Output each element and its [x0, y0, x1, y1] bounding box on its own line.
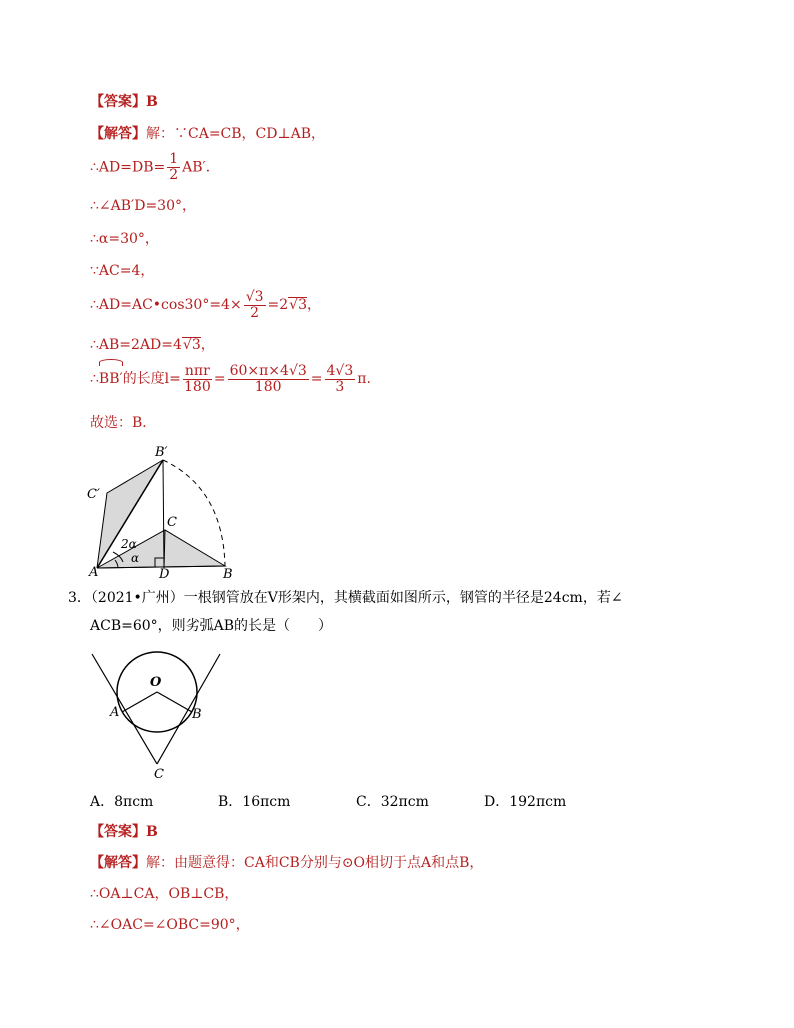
expr-text: ∴ — [90, 371, 99, 387]
expr-text: π. — [357, 371, 371, 387]
expr-text: ， — [200, 337, 215, 353]
numerator: 1 — [169, 151, 179, 167]
expr-text: ∴AD=AC•cos30°=4× — [90, 297, 242, 313]
solution-text: 解：由题意得：CA和CB分别与⊙O相切于点A和点B， — [146, 855, 484, 871]
solution-line-1 — [90, 124, 325, 144]
expr-text: = — [213, 371, 226, 387]
sqrt-symbol: √3 — [289, 297, 308, 313]
figure-1-triangle-rotation — [85, 438, 245, 578]
choice-line: 故选：B． — [90, 415, 157, 431]
expr-text: ∴AD=DB= — [90, 159, 166, 176]
numerator: 60×π×4√3 — [229, 362, 307, 379]
frame-line-right — [157, 654, 220, 764]
frame-line-left — [92, 654, 157, 764]
denominator: 180 — [184, 378, 211, 395]
question-3-line-1: 3．（2021•广州）一根钢管放在V形架内，其横截面如图所示，钢管的半径是24cm，若∠ — [68, 590, 623, 606]
denominator: 2 — [250, 304, 260, 321]
denominator: 180 — [254, 378, 282, 395]
solution-line-5: ∵AC=4， — [90, 263, 155, 279]
figure-2-pipe-in-v-frame — [86, 650, 226, 785]
denominator: 3 — [335, 378, 345, 395]
solution-text: 解：∵CA=CB，CD⊥AB， — [146, 126, 326, 142]
expr-text: ， — [307, 297, 322, 313]
solution-line-8 — [90, 362, 371, 396]
sqrt-radicand: 3 — [191, 337, 201, 353]
solution-line-2 — [90, 152, 220, 183]
label-B: B — [192, 707, 202, 722]
solution-line-4: ∴α=30°， — [90, 231, 159, 247]
label-alpha: α — [131, 551, 140, 565]
solution-line-6 — [90, 288, 321, 322]
sqrt-symbol: √3 — [182, 337, 201, 353]
numerator: 4√3 — [326, 362, 354, 379]
label-D: D — [159, 567, 170, 578]
label-B-prime: B′ — [155, 445, 168, 460]
numerator: √3 — [245, 288, 264, 305]
fraction — [228, 364, 309, 395]
option-c[interactable]: C．32πcm — [356, 794, 429, 810]
label-A: A — [110, 705, 120, 720]
expr-text: = — [310, 371, 323, 387]
radius-OB — [157, 692, 192, 712]
solution-line-7 — [90, 335, 215, 355]
option-b[interactable]: B．16πcm — [218, 794, 291, 810]
fraction — [244, 290, 266, 321]
label-C: C — [154, 767, 164, 782]
question-3-line-2: ACB=60°，则劣弧AB的长是（ ） — [90, 618, 333, 634]
label-O: O — [150, 675, 162, 690]
expr-text: =2 — [267, 297, 289, 313]
numerator: nπr — [184, 362, 210, 379]
solution-line-3: ∴∠AB′D=30°， — [90, 198, 196, 214]
arc-symbol — [99, 362, 123, 396]
fraction — [167, 152, 180, 183]
solution-label: 【解答】 — [90, 126, 146, 142]
sqrt-radicand: 3 — [298, 297, 308, 313]
denominator: 2 — [169, 167, 179, 183]
solution2-line-2: ∴OA⊥CA，OB⊥CB， — [90, 886, 239, 902]
option-d[interactable]: D．192πcm — [484, 794, 567, 810]
fraction — [183, 364, 212, 395]
solution2-line-1 — [90, 853, 483, 873]
solution2-line-3: ∴∠OAC=∠OBC=90°， — [90, 917, 250, 933]
label-2alpha: 2α — [121, 537, 137, 551]
label-C: C — [167, 515, 177, 530]
radius-OA — [122, 692, 157, 712]
label-C-prime: C′ — [87, 487, 100, 502]
arc-label: BB′ — [98, 371, 123, 387]
label-B: B — [223, 567, 233, 578]
option-a[interactable]: A．8πcm — [90, 794, 154, 810]
label-A: A — [89, 565, 99, 578]
answer-line-1: 【答案】B — [90, 94, 158, 110]
expr-text: 的长度l= — [122, 371, 181, 387]
solution-label: 【解答】 — [90, 855, 146, 871]
expr-text: AB′． — [182, 159, 220, 176]
expr-text: ∴AB=2AD=4 — [90, 337, 182, 353]
answer-line-2: 【答案】B — [90, 824, 158, 840]
fraction — [325, 364, 356, 395]
